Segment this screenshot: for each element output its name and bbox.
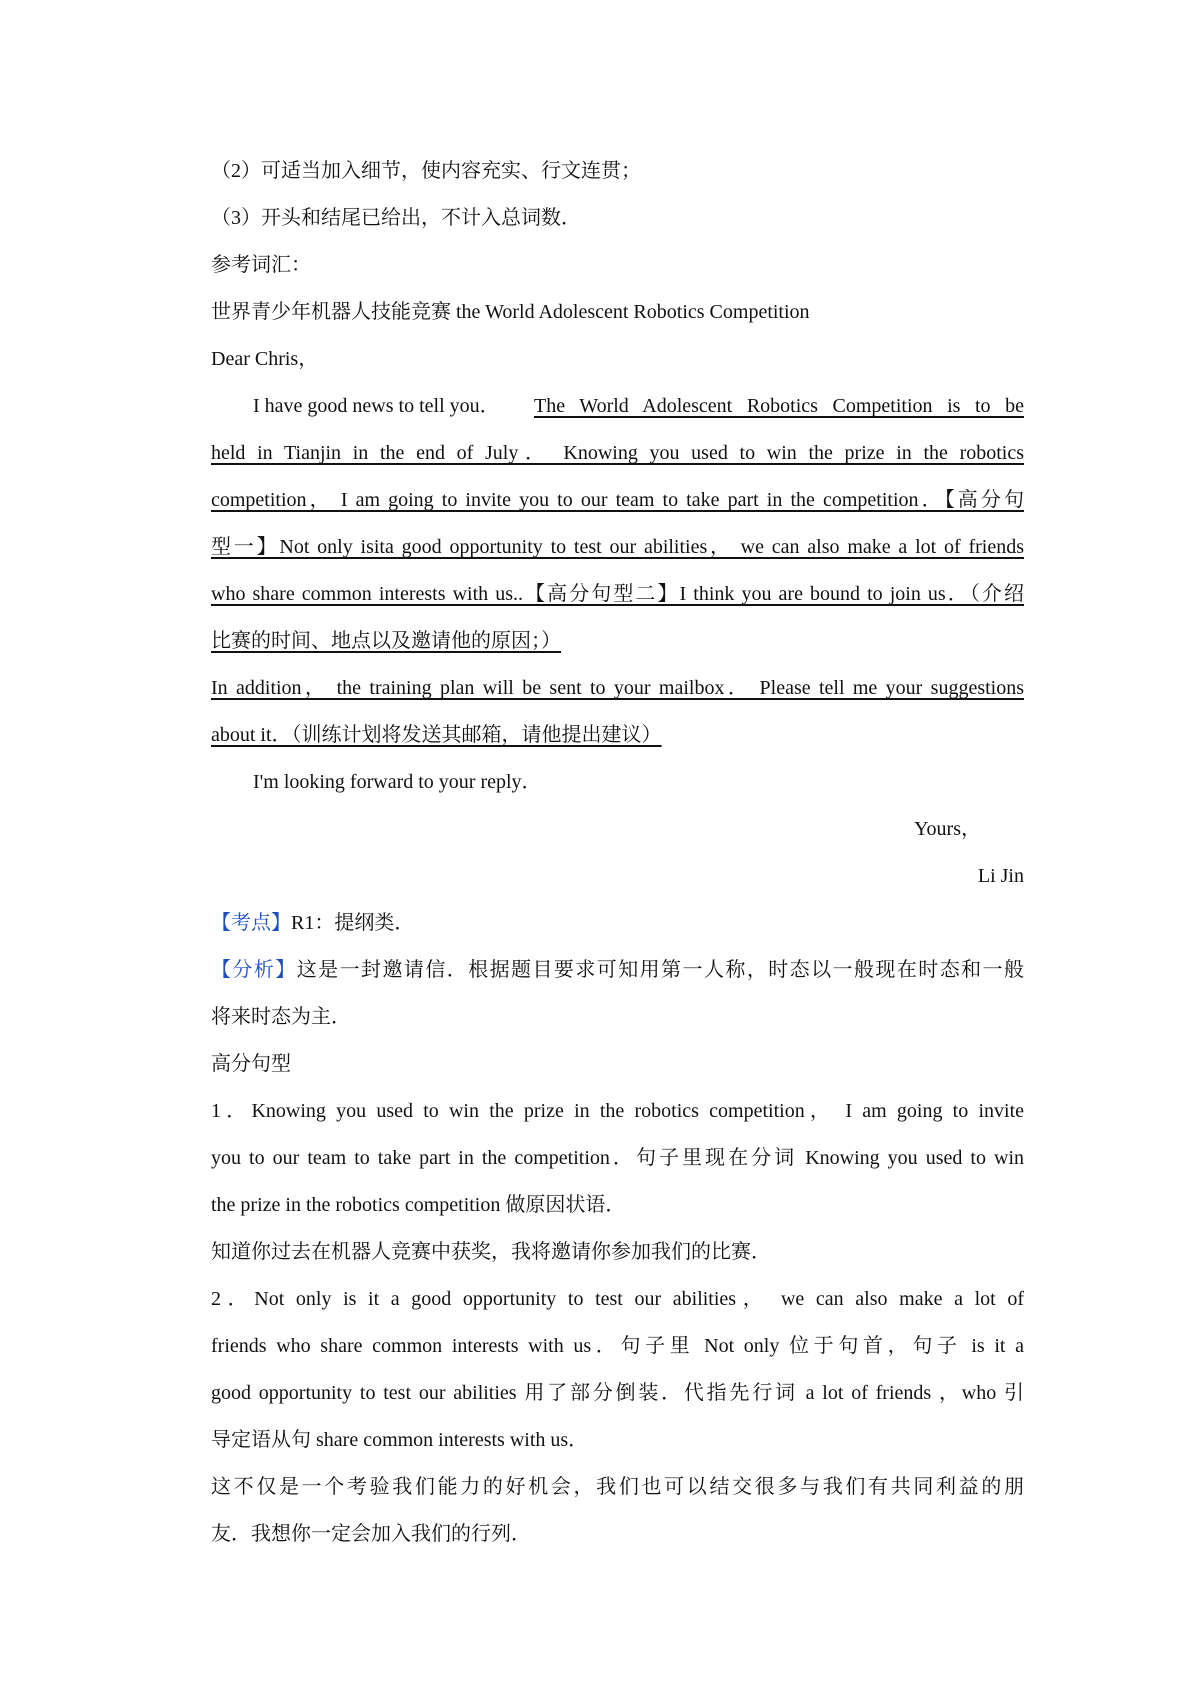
letter-signature: Li Jin [977,865,1024,887]
fenxi-line-2: 将来时态为主． [211,1006,351,1028]
analysis-heading: 高分句型 [211,1053,291,1075]
letter-line: about it．（训练计划将发送其邮箱，请他提出建议） [211,724,662,746]
requirement-item-3: （3）开头和结尾已给出，不计入总词数． [211,207,581,229]
analysis-line: 导定语从句 share common interests with us． [211,1429,589,1451]
kaodian-tag: 【考点】 [211,912,291,934]
fenxi-line [211,955,1024,985]
analysis-line: 1．Knowing you used to win the prize in the robotics competition， I am going to invite [211,1100,1024,1122]
analysis-line: you to our team to take part in the competition．句子里现在分词 Knowing you used to win [211,1147,1024,1169]
letter-line: who share common interests with us..【高分句型二】I think you are bound to join us．（介绍 [211,583,1024,605]
letter-line: 型一】Not only isita good opportunity to test our abilities， we can also make a lot of friends [211,536,1024,558]
letter-line: held in Tianjin in the end of July． Knowing you used to win the prize in the robotics [211,442,1024,464]
fenxi-tag: 【分析】 [211,959,297,981]
analysis-line: 知道你过去在机器人竞赛中获奖，我将邀请你参加我们的比赛． [211,1241,771,1263]
analysis-line: good opportunity to test our abilities 用了部分倒装．代指先行词 a lot of friends ，who 引 [211,1382,1024,1404]
vocab-item: 世界青少年机器人技能竞赛 the World Adolescent Robotics Competition [211,301,810,323]
fenxi-text: 这是一封邀请信．根据题目要求可知用第一人称，时态以一般现在时态和一般 [296,959,1025,981]
analysis-line: 友．我想你一定会加入我们的行列． [211,1523,531,1545]
kaodian-text: R1：提纲类． [291,912,415,934]
letter-line: In addition， the training plan will be sent to your mailbox． Please tell me your suggestions [211,677,1024,699]
vocab-title: 参考词汇： [211,254,311,276]
letter-line: 比赛的时间、地点以及邀请他的原因；） [211,630,561,652]
analysis-line: the prize in the robotics competition 做原因状语． [211,1194,626,1216]
letter-salutation: Dear Chris， [211,348,319,370]
analysis-line: 2．Not only is it a good opportunity to test our abilities， we can also make a lot of [211,1288,1024,1310]
letter-signoff: Yours， [914,818,981,840]
analysis-line: 这不仅是一个考验我们能力的好机会，我们也可以结交很多与我们有共同利益的朋 [211,1476,1024,1498]
letter-line: The World Adolescent Robotics Competition is to be [534,395,1024,417]
analysis-line: friends who share common interests with us．句子里 Not only 位于句首，句子 is it a [211,1335,1024,1357]
letter-line: competition， I am going to invite you to our team to take part in the competition．【高分句 [211,489,1024,511]
requirement-item-2: （2）可适当加入细节，使内容充实、行文连贯； [211,160,641,182]
letter-closing: I'm looking forward to your reply． [253,771,542,793]
letter-line: I have good news to tell you． [253,395,500,417]
kaodian-line [211,908,1024,938]
